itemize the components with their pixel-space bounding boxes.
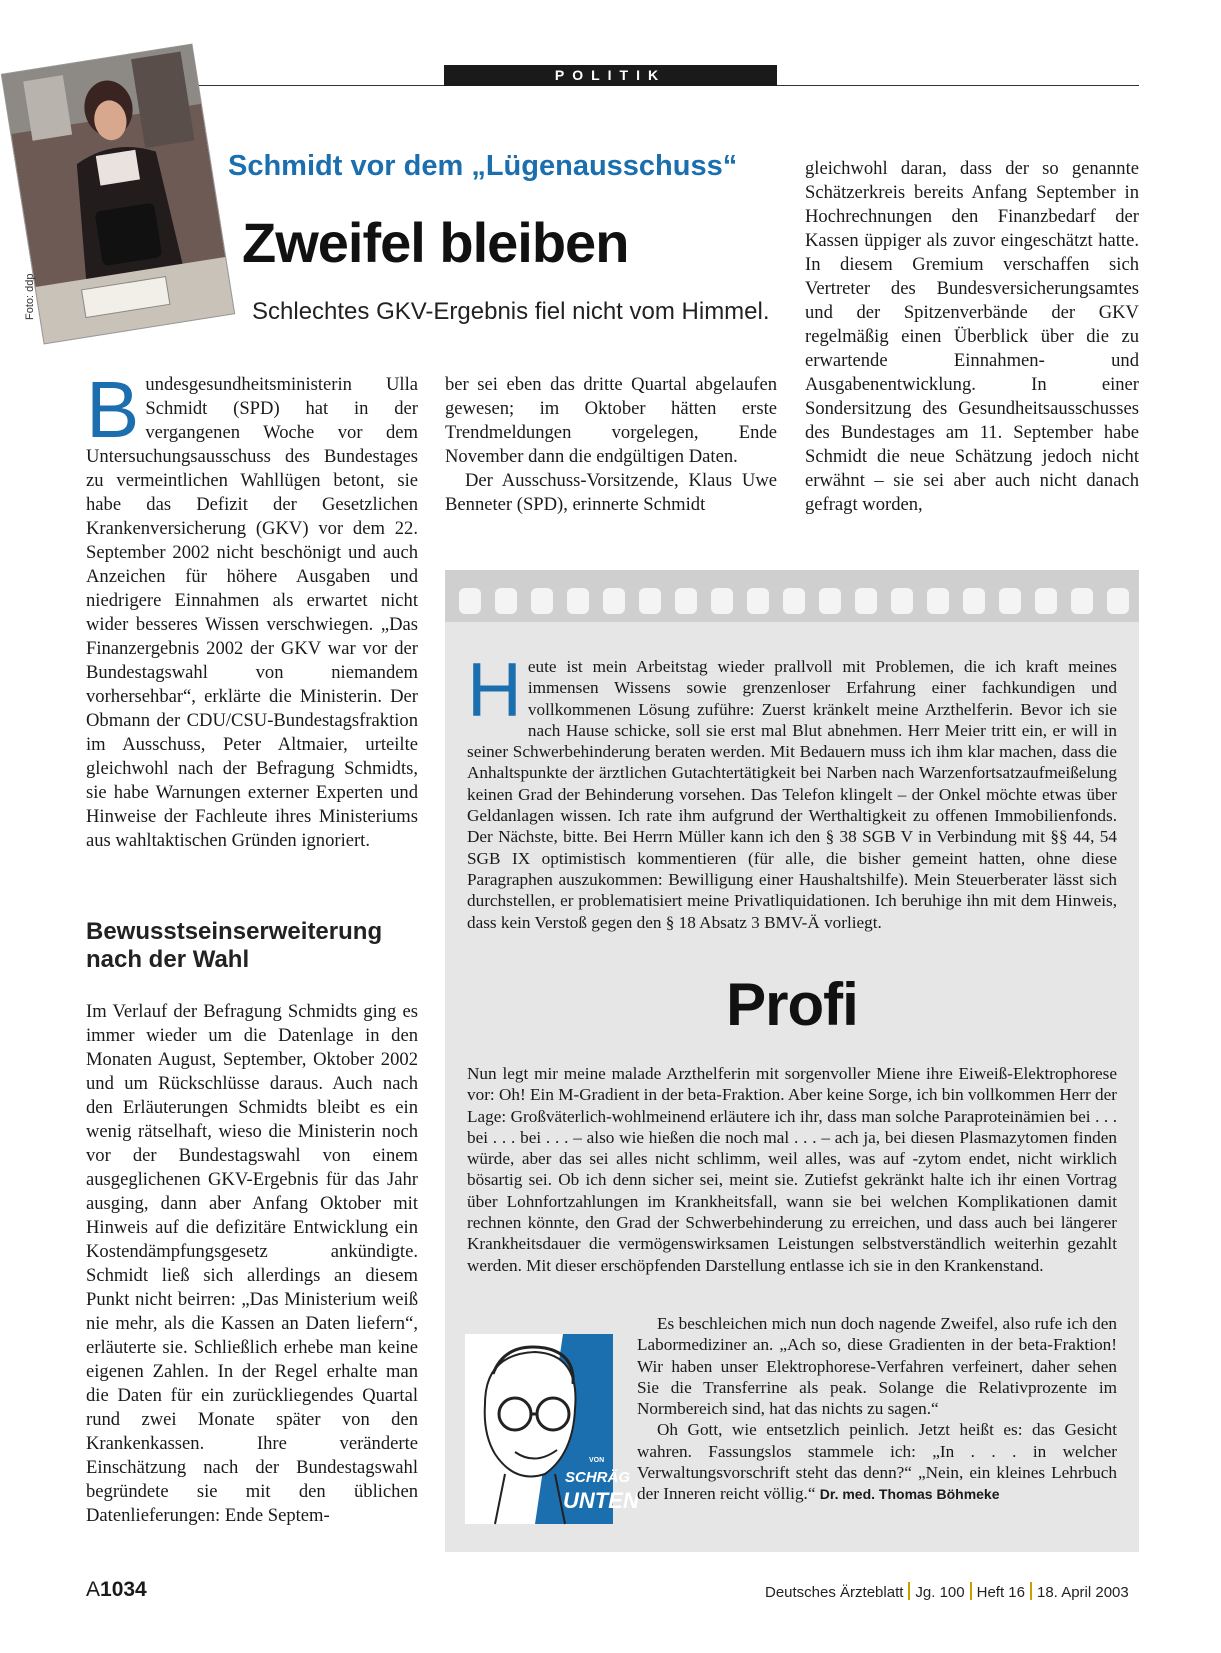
author-signature: Dr. med. Thomas Böhmeke bbox=[819, 1486, 1000, 1503]
article-column-2 bbox=[445, 373, 777, 517]
paragraph: Es beschleichen mich nun doch nagende Zweifel, also rufe ich den Labormediziner an. „Ach so, diese Gradienten in der beta-Fraktion! Wir haben unser Elektrophorese-Verfahren verfeinert, daher sehen Sie die Transferrine als peak. Solange die Relativprozente im Normbereich sind, hat das nichts zu sagen.“ bbox=[637, 1314, 1117, 1419]
article-headline: Zweifel bleiben bbox=[242, 211, 629, 274]
logo-text-von: VON bbox=[589, 1457, 605, 1464]
paragraph: undesgesundheitsministerin Ulla Schmidt (SPD) hat in der vergangenen Woche vor dem Untersuchungsausschuss des Bundestages zu vermeintlichen Wahllügen betont, sie habe das Defizit der Gesetzlichen Krankenversicherung (GKV) vor dem 22. September 2002 nicht beschönigt und auch Anzeichen für höhere Ausgaben und niedrigere Einnahmen als erwartet nicht wider besseres Wissen verschwiegen. „Das Finanzergebnis 2002 der GKV war vor der Bundestagswahl von niemandem vorhersehbar“, erklärte die Ministerin. Der Obmann der CDU/CSU-Bundestagsfraktion im Ausschuss, Peter Altmaier, urteilte gleichwohl nach der Befragung Schmidts, sie habe Warnungen externer Experten und Hinweise der Fachleute ihres Ministeriums aus wahltaktischen Gründen ignoriert. bbox=[86, 374, 418, 851]
article-column-3 bbox=[805, 157, 1139, 517]
journal-date: 18. April 2003 bbox=[1037, 1584, 1129, 1601]
journal-issue: Heft 16 bbox=[976, 1584, 1025, 1601]
film-strip-decoration bbox=[445, 570, 1139, 622]
paragraph: ber sei eben das dritte Quartal abgelaufen gewesen; im Oktober hätten erste Trendmeldungen vorgelegen, Ende November dann die endgültigen Daten. bbox=[445, 374, 777, 467]
article-photo bbox=[2, 45, 234, 344]
page-number bbox=[86, 1578, 147, 1602]
photo-credit: Foto: ddp bbox=[24, 273, 36, 320]
journal-volume: Jg. 100 bbox=[915, 1584, 965, 1601]
section-label: POLITIK bbox=[444, 65, 777, 86]
page-prefix: A bbox=[86, 1578, 101, 1601]
paragraph: Der Ausschuss-Vorsitzende, Klaus Uwe Benneter (SPD), erinnerte Schmidt bbox=[445, 470, 777, 515]
journal-info bbox=[765, 1582, 1129, 1601]
paragraph: Nun legt mir meine malade Arzthelferin mit sorgenvoller Miene ihre Eiweiß-Elektrophorese vor: Oh! Ein M-Gradient in der beta-Fraktion. Aber keine Sorge, ich bin vollkommen Herr der Lage: Großväterlich-wohlmeinend erläutere ich ihr, dass man solche Paraproteinämien bei . . . bei . . . bei . . . – also wie hießen die noch mal . . . – ach ja, bei diesen Plasmazytomen finden würde, aber das sei alles nicht schlimm, weil alles, was auf -zytom endet, nicht wirklich bösartig sei. Ob ich denn sicher sei, meint sie. Zutiefst gekränkt halte ich ihr einen Vortrag über Lohnfortzahlungen im Krankheitsfall, wann sie bei welchen Komplikationen damit rechnen könnte, den Grad der Schwerbehinderung zu erreichen, und dass auch bei längerer Krankheitsdauer die vermögenswirksamen Leistungen selbstverständlich weiterhin gezahlt werden. Mit dieser erschöpfenden Darstellung entlasse ich sie in den Krankenstand. bbox=[467, 1064, 1117, 1275]
section-heading: Bewusstseinserweiterung nach der Wahl bbox=[86, 918, 383, 973]
glosse-body bbox=[467, 1063, 1117, 1276]
article-column-1 bbox=[86, 365, 418, 853]
dropcap-h: H bbox=[467, 648, 522, 733]
paragraph bbox=[637, 1419, 1117, 1505]
logo-text-schraeg: SCHRÄG bbox=[565, 1469, 631, 1486]
article-column-1-continued bbox=[86, 1000, 418, 1528]
page-number-value: 1034 bbox=[100, 1578, 147, 1601]
glosse-intro bbox=[467, 648, 1117, 933]
paragraph: gleichwohl daran, dass der so genannte Schätzerkreis bereits Anfang September in Hochrechnungen den Finanzbedarf der Kassen üppiger als zuvor eingeschätzt hatte. In diesem Gremium verschaffen sich Vertreter des Bundesversicherungsamtes und der Spitzenverbände der GKV regelmäßig einen Überblick über die zu erwartende Einnahmen- und Ausgabenentwicklung. In einer Sondersitzung des Gesundheitsausschusses des Bundestages am 11. September habe Schmidt die neue Schätzung jedoch nicht erwähnt – sie sei aber auch nicht danach gefragt worden, bbox=[805, 158, 1139, 515]
paragraph-text: Oh Gott, wie entsetzlich peinlich. Jetzt heißt es: das Gesicht wahren. Fassungslos stammele ich: „In . . . in welcher Verwaltungsvorschrift steht das denn?“ „Nein, ein kleines Lehrbuch der Inneren reicht völlig.“ bbox=[637, 1420, 1117, 1504]
journal-name: Deutsches Ärzteblatt bbox=[765, 1584, 904, 1601]
paragraph: Im Verlauf der Befragung Schmidts ging es immer wieder um die Datenlage in den Monaten August, September, Oktober 2002 und um Rückschlüsse daraus. Auch nach den Erläuterungen Schmidts bleibt es ein wenig rätselhaft, wieso die Ministerin noch vor der Bundestagswahl von einem ausgeglichenen GKV-Ergebnis für das Jahr ausging, dann aber Anfang Oktober mit Hinweis auf die defizitäre Entwicklung ein Kostendämpfungsgesetz ankündigte. Schmidt ließ sich allerdings an diesem Punkt nicht beirren: „Das Ministerium weiß nie mehr, als die Kassen an Daten liefern“, erläuterte sie. Schließlich erhebe man keine eigenen Zahlen. In der Regel erhalte man die Daten für ein zurückliegendes Quartal rund zwei Monate später von den Krankenkassen. Ihre veränderte Einschätzung nach der Bundestagswahl begründete sie mit den üblichen Datenlieferungen: Ende Septem- bbox=[86, 1001, 418, 1526]
glosse-ending bbox=[637, 1313, 1117, 1506]
article-subhead: Schlechtes GKV-Ergebnis fiel nicht vom Himmel. bbox=[252, 298, 770, 325]
logo-text-unten: UNTEN bbox=[563, 1488, 639, 1513]
author-caricature bbox=[465, 1334, 639, 1524]
dropcap-b: B bbox=[86, 365, 140, 454]
glosse-title: Profi bbox=[726, 971, 858, 1038]
article-kicker: Schmidt vor dem „Lügenausschuss“ bbox=[228, 150, 738, 182]
paragraph: eute ist mein Arbeitstag wieder prallvoll mit Problemen, die ich kraft meines immensen Wissens sowie grenzenloser Erfahrung einer fachkundigen und vollkommenen Lösung zuführe: Zuerst kränkelt meine Arzthelferin. Bevor ich sie nach Hause schicke, soll sie erst mal Blut abnehmen. Herr Meier tritt ein, er will in seiner Schwerbehinderung beraten werden. Mit Bedauern muss ich ihm klar machen, dass die Anhaltspunkte der ärztlichen Gutachtertätigkeit bei Narben nach Warzenfortsatzaufmeißelung keinen Grad der Behinderung vorsehen. Das Telefon klingelt – der Onkel möchte etwas über Geldanlagen wissen. Ich rate ihm aufgrund der Werthaltigkeit zu offenen Immobilienfonds. Der Nächste, bitte. Bei Herrn Müller kann ich den § 38 SGB V in Verbindung mit §§ 44, 54 SGB IX optimistisch kommentieren (für alle, die bisher gemeint hatten, ohne diese Paragraphen auszukommen: Bewilligung einer Haushaltshilfe). Mein Steuerberater lässt sich durchstellen, er problematisiert meine Privatliquidationen. Ich beruhige ihn mit dem Hinweis, dass kein Verstoß gegen den § 18 Absatz 3 BMV-Ä vorliegt. bbox=[467, 657, 1117, 932]
